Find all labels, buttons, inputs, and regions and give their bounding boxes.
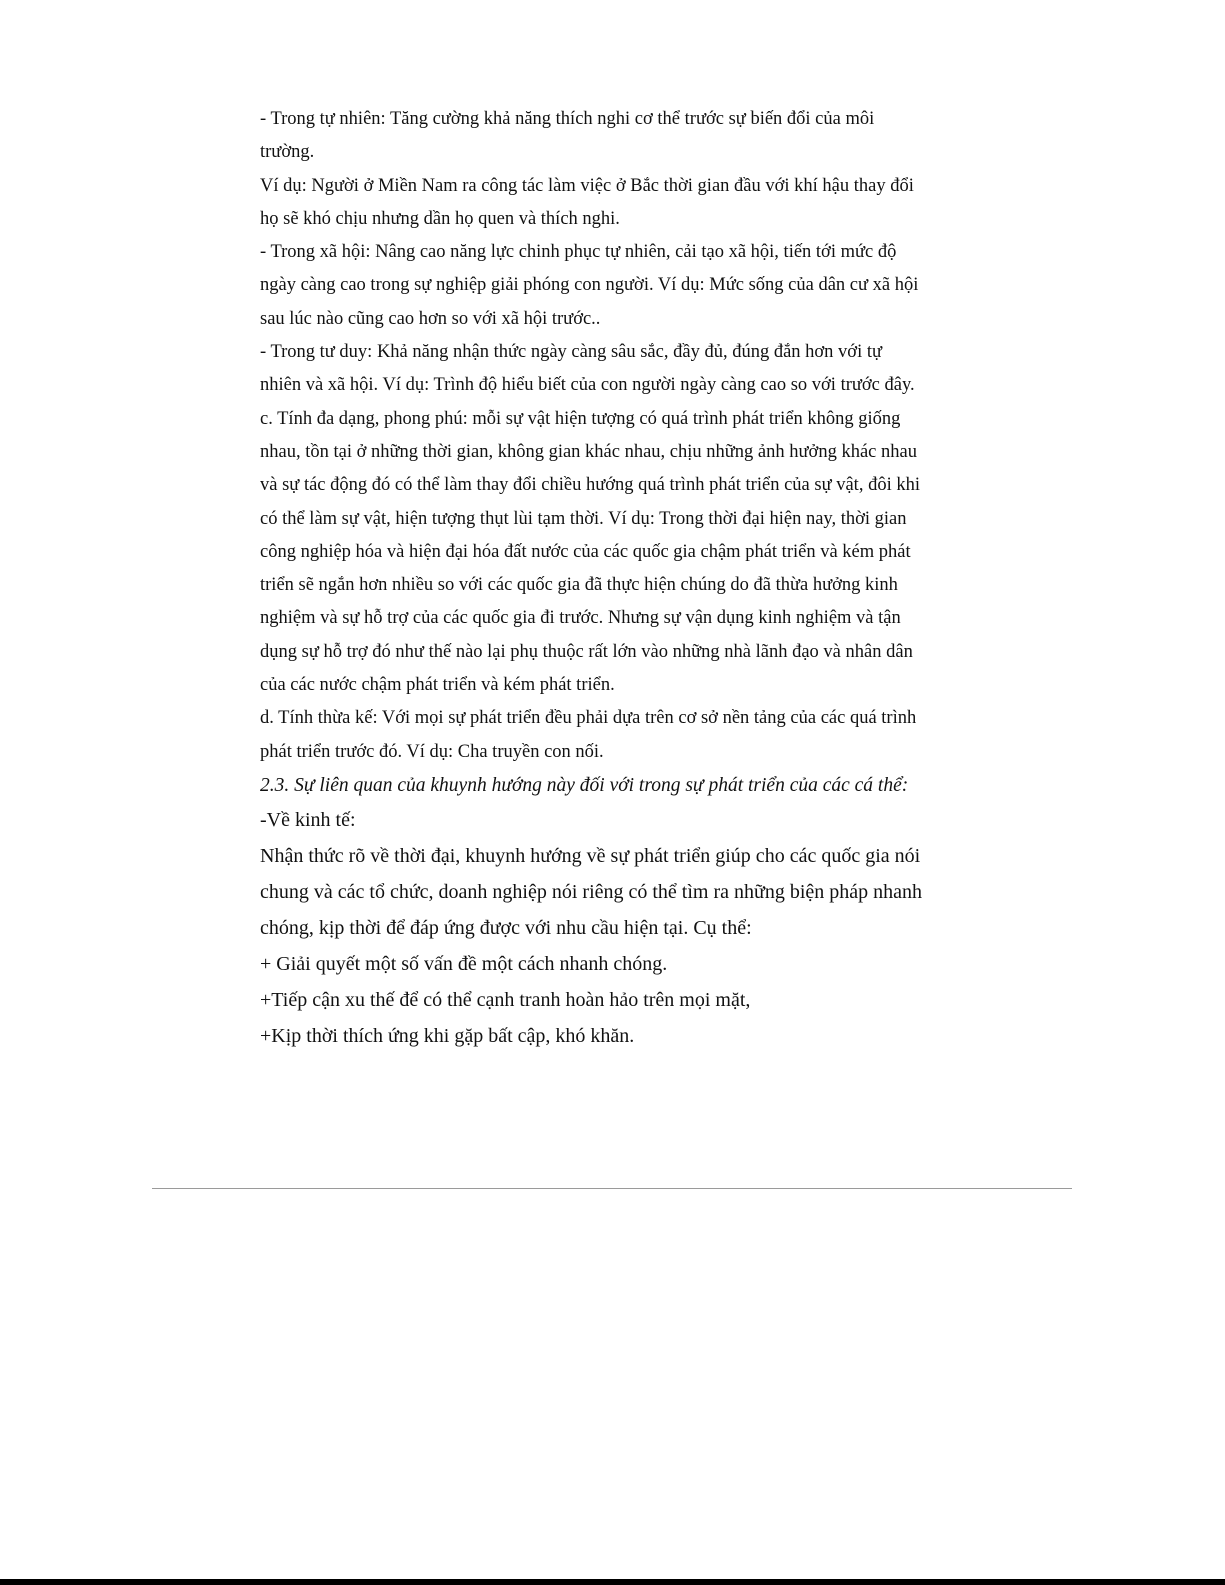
body-line: ngày càng cao trong sự nghiệp giải phóng con người. Ví dụ: Mức sống của dân cư xã hội [260, 275, 919, 296]
body-line: công nghiệp hóa và hiện đại hóa đất nước của các quốc gia chậm phát triển và kém phát [260, 541, 911, 562]
body-line: nhiên và xã hội. Ví dụ: Trình độ hiểu biết của con người ngày càng cao so với trước đây. [260, 375, 915, 396]
body-line: sau lúc nào cũng cao hơn so với xã hội trước.. [260, 308, 601, 329]
economy-bullet: +Tiếp cận xu thế để có thể cạnh tranh hoàn hảo trên mọi mặt, [260, 989, 751, 1012]
body-line: nhau, tồn tại ở những thời gian, không gian khác nhau, chịu những ảnh hưởng khác nhau [260, 441, 917, 462]
body-line: c. Tính đa dạng, phong phú: mỗi sự vật hiện tượng có quá trình phát triển không giống [260, 408, 901, 429]
economy-bullet: + Giải quyết một số vấn đề một cách nhanh chóng. [260, 953, 668, 976]
economy-heading: -Về kinh tế: [260, 809, 356, 832]
body-line: - Trong xã hội: Nâng cao năng lực chinh phục tự nhiên, cải tạo xã hội, tiến tới mức độ [260, 242, 897, 263]
body-line: nghiệm và sự hỗ trợ của các quốc gia đi trước. Nhưng sự vận dụng kinh nghiệm và tận [260, 608, 901, 629]
economy-line: chung và các tổ chức, doanh nghiệp nói riêng có thể tìm ra những biện pháp nhanh [260, 881, 923, 904]
body-line: Ví dụ: Người ở Miền Nam ra công tác làm việc ở Bắc thời gian đầu với khí hậu thay đổi [260, 175, 914, 196]
body-line: và sự tác động đó có thể làm thay đổi chiều hướng quá trình phát triển của sự vật, đôi khi [260, 475, 920, 496]
economy-line: Nhận thức rõ về thời đại, khuynh hướng về sự phát triển giúp cho các quốc gia nói [260, 845, 921, 868]
economy-line: chóng, kịp thời để đáp ứng được với nhu cầu hiện tại. Cụ thể: [260, 917, 752, 940]
economy-bullet: +Kịp thời thích ứng khi gặp bất cập, khó khăn. [260, 1025, 635, 1048]
body-line: - Trong tự nhiên: Tăng cường khả năng thích nghi cơ thể trước sự biến đổi của môi [260, 109, 875, 129]
body-line: d. Tính thừa kế: Với mọi sự phát triển đều phải dựa trên cơ sở nền tảng của các quá trình [260, 708, 917, 729]
body-line: triển sẽ ngắn hơn nhiều so với các quốc gia đã thực hiện chúng do đã thừa hưởng kinh [260, 575, 898, 596]
body-line: họ sẽ khó chịu nhưng dần họ quen và thích nghi. [260, 208, 620, 229]
body-line: có thể làm sự vật, hiện tượng thụt lùi tạm thời. Ví dụ: Trong thời đại hiện nay, thời gian [260, 508, 907, 529]
body-line: dụng sự hỗ trợ đó như thế nào lại phụ thuộc rất lớn vào những nhà lãnh đạo và nhân dân [260, 641, 913, 662]
page-divider [152, 1188, 1072, 1189]
body-line: - Trong tư duy: Khả năng nhận thức ngày càng sâu sắc, đầy đủ, đúng đắn hơn với tự [260, 342, 883, 363]
body-line: phát triển trước đó. Ví dụ: Cha truyền con nối. [260, 741, 604, 762]
body-line: trường. [260, 142, 315, 163]
document-body [260, 103, 965, 1054]
body-line: của các nước chậm phát triển và kém phát triển. [260, 675, 615, 696]
bottom-edge-bar [0, 1579, 1225, 1585]
section-heading: 2.3. Sự liên quan của khuynh hướng này đối với trong sự phát triển của các cá thể: [260, 774, 909, 796]
